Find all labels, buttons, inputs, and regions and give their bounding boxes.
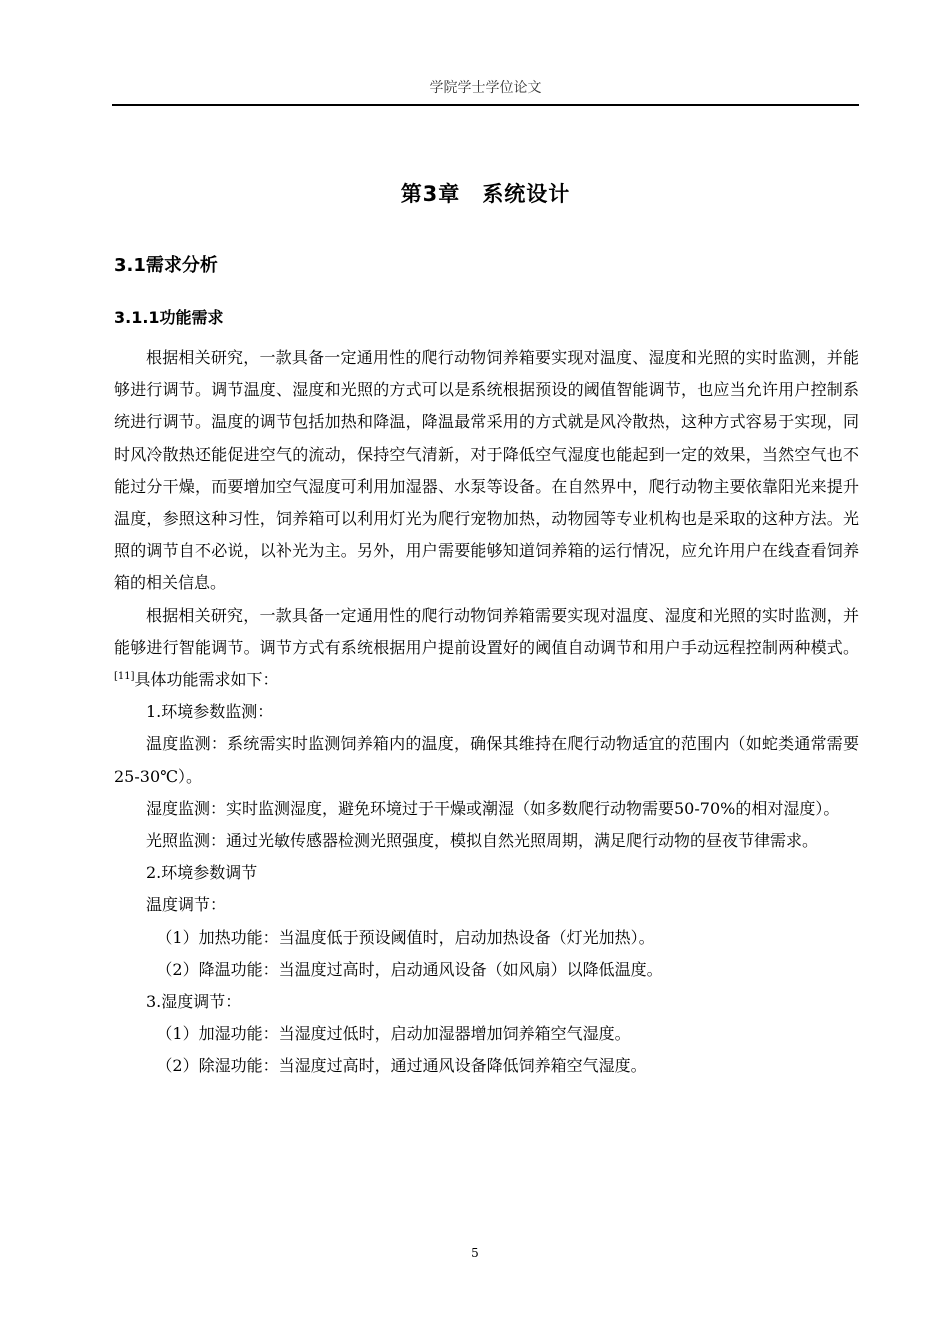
chapter-number: 第3章 (400, 182, 461, 206)
citation-marker: [11] (114, 671, 135, 683)
chapter-title (112, 176, 859, 212)
paragraph-requirements-tail: 具体功能需求如下： (134, 670, 279, 690)
page-number: 5 (471, 1246, 479, 1260)
humidity-monitoring: 湿度监测：实时监测湿度，避免环境过于干燥或潮湿（如多数爬行动物需要50-70%的相对湿度）。 (146, 798, 840, 818)
paragraph-requirements-text: 根据相关研究，一款具备一定通用性的爬行动物饲养箱需要实现对温度、湿度和光照的实时监测，并能够进行智能调节。调节方式有系统根据用户提前设置好的阈值自动调节和用户手动远程控制两种模式。 (114, 605, 859, 657)
humidify-function: （1）加湿功能：当湿度过低时，启动加湿器增加饲养箱空气湿度。 (156, 1024, 631, 1044)
body-content (114, 342, 859, 1083)
paragraph-requirements (114, 600, 859, 697)
heating-function: （1）加热功能：当温度低于预设阈值时，启动加热设备（灯光加热）。 (156, 927, 655, 947)
section-heading: 3.1需求分析 (114, 255, 218, 276)
list-heading-adjustment: 2.环境参数调节 (146, 863, 258, 883)
list-heading-monitoring: 1.环境参数监测： (146, 702, 274, 722)
temperature-monitoring: 温度监测：系统需实时监测饲养箱内的温度，确保其维持在爬行动物适宜的范围内（如蛇类通常需要25-30℃）。 (114, 734, 859, 786)
list-heading-humidity: 3.湿度调节： (146, 992, 242, 1012)
dehumidify-function: （2）除湿功能：当湿度过高时，通过通风设备降低饲养箱空气湿度。 (156, 1056, 647, 1076)
subsection-heading: 3.1.1功能需求 (114, 308, 224, 327)
cooling-function: （2）降温功能：当温度过高时，启动通风设备（如风扇）以降低温度。 (156, 959, 663, 979)
chapter-name: 系统设计 (482, 182, 571, 206)
light-monitoring: 光照监测：通过光敏传感器检测光照强度，模拟自然光照周期，满足爬行动物的昼夜节律需求。 (146, 831, 819, 851)
paragraph-intro: 根据相关研究，一款具备一定通用性的爬行动物饲养箱要实现对温度、湿度和光照的实时监测，并能够进行调节。调节温度、湿度和光照的方式可以是系统根据预设的阈值智能调节，也应当允许用户控制系统进行调节。温度的调节包括加热和降温，降温最常采用的方式就是风冷散热，这种方式容易于实现，同时风冷散热还能促进空气的流动，保持空气清新，对于降低空气湿度也能起到一定的效果，当然空气也不能过分干燥，而要增加空气湿度可利用加湿器、水泵等设备。在自然界中，爬行动物主要依靠阳光来提升温度，参照这种习性，饲养箱可以利用灯光为爬行宠物加热，动物园等专业机构也是采取的这种方法。光照的调节自不必说，以补光为主。另外，用户需要能够知道饲养箱的运行情况，应允许用户在线查看饲养箱的相关信息。 (114, 348, 859, 593)
page-header: 学院学士学位论文 (112, 78, 859, 106)
temperature-adjustment-heading: 温度调节： (146, 895, 227, 915)
